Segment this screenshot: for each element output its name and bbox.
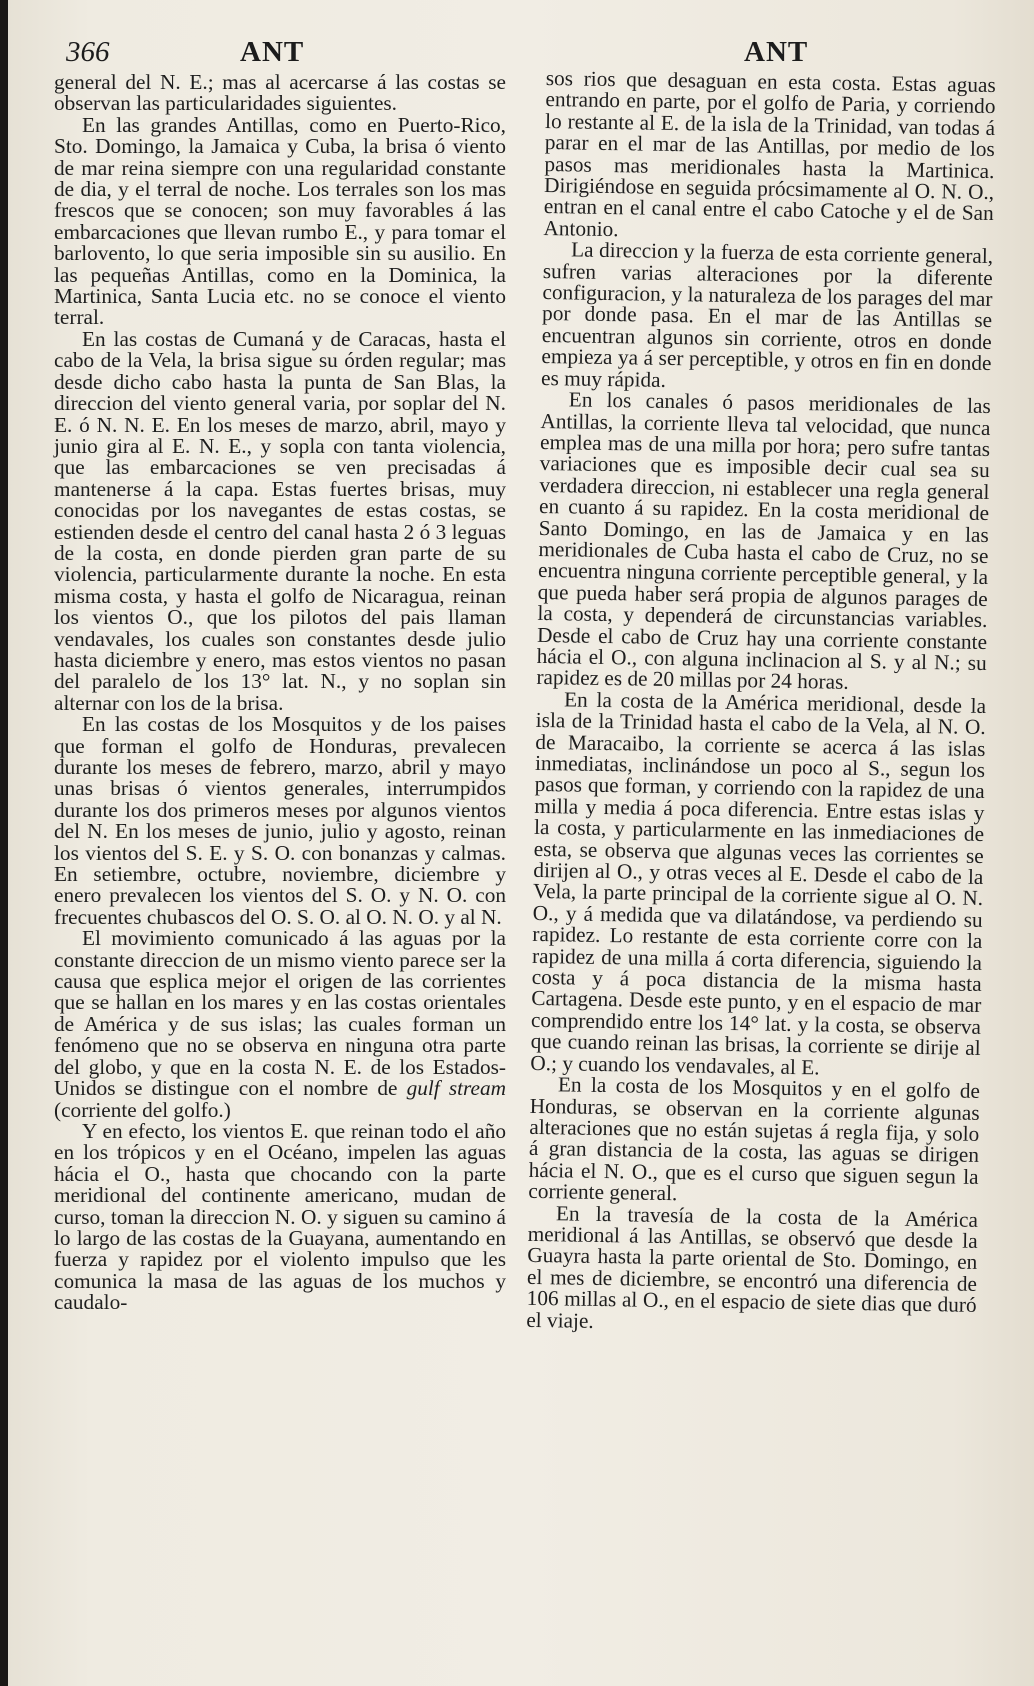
- paragraph: general del N. E.; mas al acercarse á las costas se observan las particularidades siguientes.: [54, 70, 506, 116]
- italic-term: gulf stream: [406, 1076, 507, 1101]
- page-number: 366: [66, 36, 110, 68]
- paragraph: sos rios que desaguan en esta costa. Estas aguas entrando en parte, por el golfo de Paria, y corriendo lo restante al E. de la isla de la Trinidad, van todas á parar en el mar de las Antillas, por medio de los pasos mas meridionales hasta la Martinica. Dirigiéndose en seguida prócsimamente al O. N. O., entran en el canal entre el cabo Catoche y el de San Antonio.: [543, 66, 996, 242]
- right-column: [526, 68, 996, 1338]
- left-column: [54, 72, 506, 1314]
- paragraph: En la travesía de la costa de la América meridional á las Antillas, se observó que desde la Guayra hasta la parte oriental de Sto. Domingo, en el mes de diciembre, se encontró una diferencia de 106 millas al O., en el espacio de siete dias que duró el viaje.: [526, 1200, 979, 1333]
- paragraph: Y en efecto, los vientos E. que reinan todo el año en los trópicos y en el Océano, impelen las aguas hácia el O., hasta que chocando con la parte meridional del continente americano, mudan de curso, toman la direccion N. O. y siguen su camino á lo largo de las costas de la Guayana, aumentando en fuerza y rapidez por el violento impulso que les comunica la masa de las aguas de los muchos y caudalo-: [54, 1118, 506, 1315]
- paragraph: La direccion y la fuerza de esta corriente general, sufren varias alteraciones por la diferente configuracion, y la naturaleza de los parages del mar por donde pasa. En el mar de las Antillas se encuentran algunos sin corriente, otros en donde empieza ya á ser perceptible, y otros en fin en donde es muy rápida.: [540, 237, 994, 392]
- paragraph: En la costa de la América meridional, desde la isla de la Trinidad hasta el cabo de la Vela, al N. O. de Maracaibo, la corriente se acerca á las islas inmediatas, inclinándose un poco al S., segun los pasos que forman, y corriendo con la rapidez de una milla y media á poca diferencia. Entre estas islas y la costa, y particularmente en las inmediaciones de esta, se observa que algunas veces las corrientes se dirijen al O., y otras veces al E. Desde el cabo de la Vela, la parte principal de la corriente sigue al O. N. O., y á medida que va dilatándose, va perdiendo su rapidez. Lo restante de esta corriente corre con la rapidez de una milla á corta diferencia, siguiendo la costa y á poca distancia de la misma hasta Cartagena. Desde este punto, y en el espacio de mar comprendido entre los 14° lat. y la costa, se observa que cuando reinan las brisas, la corriente se dirije al O.; y cuando los vendavales, al E.: [530, 687, 987, 1080]
- paragraph-gulf-stream: [54, 928, 506, 1121]
- paragraph: En las costas de los Mosquitos y de los paises que forman el golfo de Honduras, prevalecen durante los meses de febrero, marzo, abril y mayo unas brisas ó vientos generales, interrumpidos durante los dos primeros meses por algunos vientos del N. En los meses de junio, julio y agosto, reinan los vientos del S. E. y S. O. con bonanzas y calmas. En setiembre, octubre, noviembre, diciembre y enero prevalecen los vientos del S. O. y N. O. con frecuentes chubascos del O. S. O. al O. N. O. y al N.: [54, 712, 506, 929]
- paragraph: En los canales ó pasos meridionales de las Antillas, la corriente lleva tal velocidad, que nunca emplea mas de una milla por hora; pero sufre tantas variaciones que es imposible decir cual sea su verdadera direccion, ni establecer una regla general en cuanto á su rapidez. En la costa meridional de Santo Domingo, en las de Jamaica y en las meridionales de Cuba hasta el cabo de Cruz, no se encuentra ninguna corriente perceptible general, y la que pueda haber será propia de algunos parages de la costa, y dependerá de circunstancias variables. Desde el cabo de Cruz hay una corriente constante hácia el O., con alguna inclinacion al S. y al N.; su rapidez es de 20 millas por 24 horas.: [536, 387, 991, 695]
- paragraph: En la costa de los Mosquitos y en el golfo de Honduras, se observan en la corriente algunas alteraciones que no están sujetas á regla fija, y solo á gran distancia de la costa, las aguas se dirigen hácia el N. O., que es el curso que siguen segun la corriente general.: [528, 1072, 981, 1206]
- running-head-right: ANT: [744, 36, 809, 68]
- paragraph: En las grandes Antillas, como en Puerto-Rico, Sto. Domingo, la Jamaica y Cuba, la brisa ó viento de mar reina siempre con una regularidad constante de dia, y el terral de noche. Los terrales son los mas frescos que se conocen; son muy favorables á las embarcaciones que llevan rumbo E., y para tomar el barlovento, lo que seria imposible sin su ausilio. En las pequeñas Antillas, como en la Dominica, la Martinica, Santa Lucia etc. no se conoce el viento terral.: [54, 112, 506, 330]
- running-head-left: ANT: [240, 36, 305, 68]
- paragraph: En las costas de Cumaná y de Caracas, hasta el cabo de la Vela, la brisa sigue su órden regular; mas desde dicho cabo hasta la punta de San Blas, la direccion del viento general varia, por soplar del N. E. ó N. N. E. En los meses de marzo, abril, mayo y junio gira al E. N. E., y sopla con tanta violencia, que las embarcaciones se ven precisadas á mantenerse á la capa. Estas fuertes brisas, muy conocidas por los navegantes de estas costas, se estienden desde el centro del canal hasta 2 ó 3 leguas de la costa, en donde pierden gran parte de su violencia, particularmente durante la noche. En esta misma costa, y hasta el golfo de Nicaragua, reinan los vientos O., que los pilotos del pais llaman vendavales, los cuales son constantes desde julio hasta diciembre y enero, mas estos vientos no pasan del paralelo de los 13° lat. N., y no soplan sin alternar con los de la brisa.: [54, 326, 506, 715]
- paragraph-text: (corriente del golfo.): [54, 1097, 231, 1122]
- book-page: [8, 0, 1034, 1686]
- paragraph-text: El movimiento comunicado á las aguas por la constante direccion de un mismo viento parece ser la causa que esplica mejor el origen de las corrientes que se hallan en los mares y en las costas orientales de América y de sus islas; las cuales forman un fenómeno que no se observa en ninguna otra parte del globo, y que en la costa N. E. de los Estados-Unidos se distingue con el nombre de: [54, 926, 506, 1101]
